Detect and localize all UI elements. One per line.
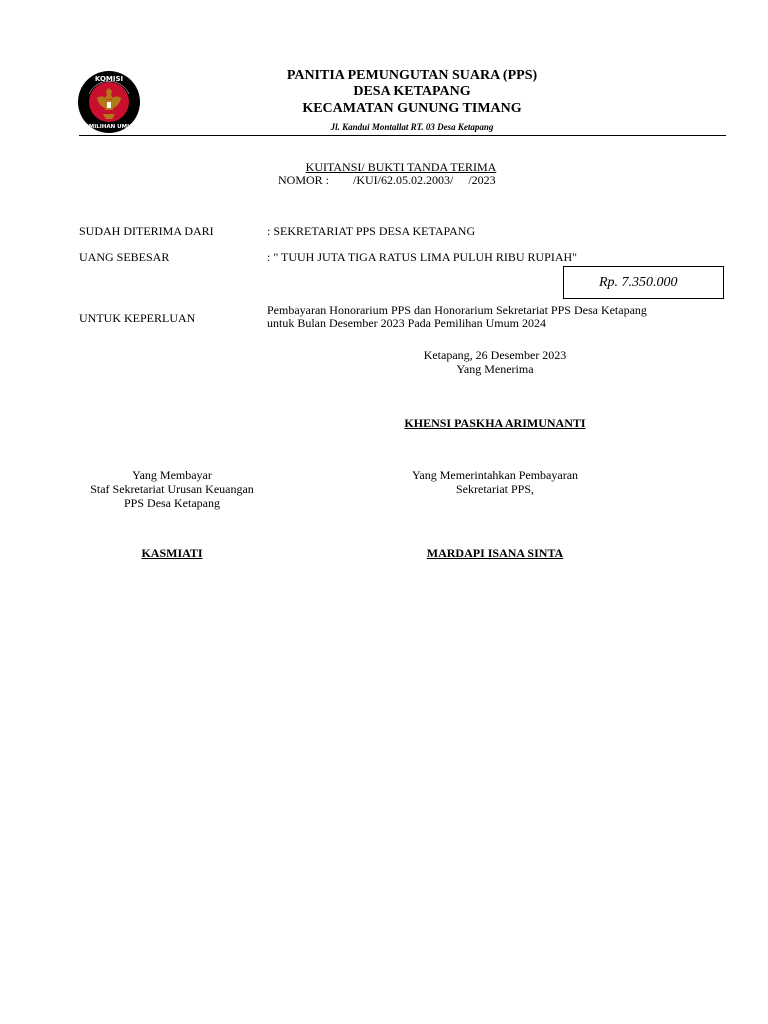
orderer-role-line-1: Yang Memerintahkan Pembayaran bbox=[411, 468, 579, 482]
logo-text-top: KOMISI bbox=[94, 75, 124, 83]
amount-label: UANG SEBESAR bbox=[79, 250, 170, 264]
payer-block bbox=[62, 468, 282, 510]
purpose-line-1: Pembayaran Honorarium PPS dan Honorarium Sekretariat PPS Desa Ketapang bbox=[267, 303, 647, 317]
document-title: KUITANSI/ BUKTI TANDA TERIMA bbox=[305, 160, 497, 174]
receiver-name: KHENSI PASKHA ARIMUNANTI bbox=[404, 416, 586, 430]
place-date: Ketapang, 26 Desember 2023 bbox=[423, 348, 567, 362]
amount-figure: Rp. 7.350.000 bbox=[599, 274, 678, 290]
letterhead-address: Jl. Kandui Montallat RT. 03 Desa Ketapang bbox=[330, 122, 494, 132]
orderer-block bbox=[370, 468, 620, 496]
receiver-role: Yang Menerima bbox=[456, 362, 534, 376]
received-from-value: : SEKRETARIAT PPS DESA KETAPANG bbox=[267, 224, 476, 238]
letterhead-line-2: DESA KETAPANG bbox=[353, 84, 471, 99]
payer-role-line-2: Staf Sekretariat Urusan Keuangan bbox=[90, 482, 254, 496]
purpose-label: UNTUK KEPERLUAN bbox=[79, 311, 196, 325]
amount-box bbox=[563, 266, 724, 299]
letterhead-line-1: PANITIA PEMUNGUTAN SUARA (PPS) bbox=[286, 68, 538, 83]
logo-text-bottom: PEMILIHAN UMUM bbox=[80, 124, 138, 130]
payer-role-line-1: Yang Membayar bbox=[132, 468, 212, 482]
document-number: NOMOR : /KUI/62.05.02.2003/ /2023 bbox=[278, 173, 496, 187]
received-from-label: SUDAH DITERIMA DARI bbox=[79, 224, 214, 238]
payer-name: KASMIATI bbox=[141, 546, 203, 560]
letterhead-line-3: KECAMATAN GUNUNG TIMANG bbox=[302, 101, 522, 116]
payer-role-line-3: PPS Desa Ketapang bbox=[124, 496, 220, 510]
receiver-block bbox=[385, 348, 605, 376]
purpose-line-2: untuk Bulan Desember 2023 Pada Pemilihan Umum 2024 bbox=[267, 316, 546, 330]
orderer-name: MARDAPI ISANA SINTA bbox=[426, 546, 564, 560]
letterhead-divider bbox=[79, 135, 726, 136]
orderer-role-line-2: Sekretariat PPS, bbox=[456, 482, 534, 496]
amount-in-words: : " TUUH JUTA TIGA RATUS LIMA PULUH RIBU RUPIAH" bbox=[267, 250, 578, 264]
purpose-text bbox=[267, 304, 727, 330]
